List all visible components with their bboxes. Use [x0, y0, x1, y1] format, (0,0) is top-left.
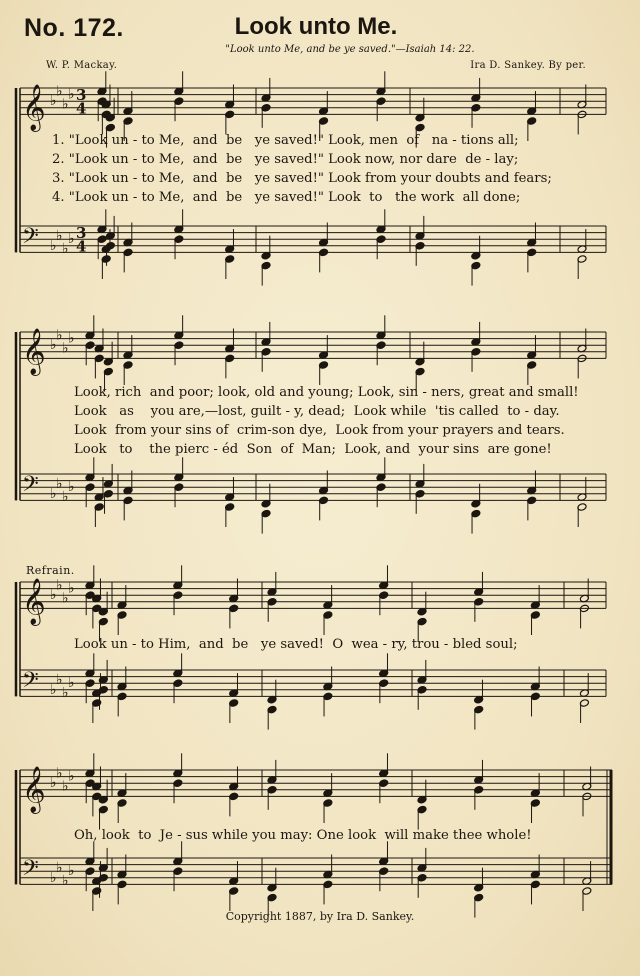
- flat-sign: ♭: [56, 227, 63, 244]
- flat-sign: ♭: [62, 96, 69, 113]
- time-signature: 4: [76, 99, 87, 118]
- flat-sign: ♭: [62, 778, 69, 795]
- hymn-number: No. 172.: [24, 14, 124, 42]
- flat-sign: ♭: [50, 93, 57, 110]
- verse-1-line-1: 1. "Look un - to Me, and be ye saved!" Look, men of na - tions all;: [52, 133, 519, 148]
- treble-clef: 𝄞: [22, 578, 46, 625]
- flat-sign: ♭: [62, 489, 69, 506]
- flat-sign: ♭: [56, 577, 63, 594]
- flat-sign: ♭: [56, 859, 63, 876]
- flat-sign: ♭: [50, 869, 57, 886]
- bass-clef: 𝄢: [22, 223, 39, 254]
- flat-sign: ♭: [68, 330, 75, 347]
- flat-sign: ♭: [68, 863, 75, 880]
- flat-sign: ♭: [68, 479, 75, 496]
- flat-sign: ♭: [68, 580, 75, 597]
- flat-sign: ♭: [56, 327, 63, 344]
- flat-sign: ♭: [62, 590, 69, 607]
- flat-sign: ♭: [50, 237, 57, 254]
- flat-sign: ♭: [50, 485, 57, 502]
- flat-sign: ♭: [62, 873, 69, 890]
- flat-sign: ♭: [56, 671, 63, 688]
- treble-clef: 𝄞: [22, 84, 46, 131]
- verse-3-line-1: 3. "Look un - to Me, and be ye saved!" Look from your doubts and fears;: [52, 171, 552, 186]
- verse-3-line-2: Look from your sins of crim-son dye, Look from your prayers and tears.: [74, 423, 565, 438]
- composer-credit: Ira D. Sankey. By per.: [470, 60, 586, 71]
- flat-sign: ♭: [62, 241, 69, 258]
- flat-sign: ♭: [56, 765, 63, 782]
- flat-sign: ♭: [68, 86, 75, 103]
- refrain-line-1: Look un - to Him, and be ye saved! O wea - ry, trou - bled soul;: [74, 637, 518, 652]
- flat-sign: ♭: [68, 768, 75, 785]
- verse-4-line-2: Look to the pierc - éd Son of Man; Look, and your sins are gone!: [74, 442, 552, 457]
- flat-sign: ♭: [62, 685, 69, 702]
- scripture-reference: "Look unto Me, and be ye saved."—Isaiah 14: 22.: [225, 44, 475, 55]
- time-signature: 3: [76, 224, 87, 243]
- copyright-notice: Copyright 1887, by Ira D. Sankey.: [225, 910, 415, 923]
- treble-clef: 𝄞: [22, 328, 46, 375]
- treble-clef: 𝄞: [22, 766, 46, 813]
- flat-sign: ♭: [56, 475, 63, 492]
- bass-clef: 𝄢: [22, 471, 39, 502]
- flat-sign: ♭: [50, 337, 57, 354]
- flat-sign: ♭: [50, 681, 57, 698]
- time-signature: 4: [76, 237, 87, 256]
- verse-4-line-1: 4. "Look un - to Me, and be ye saved!" Look to the work all done;: [52, 190, 521, 205]
- verse-2-line-2: Look as you are,—lost, guilt - y, dead; Look while 'tis called to - day.: [74, 404, 560, 419]
- hymn-title: Look unto Me.: [234, 13, 398, 40]
- flat-sign: ♭: [50, 775, 57, 792]
- flat-sign: ♭: [68, 231, 75, 248]
- refrain-line-2: Oh, look to Je - sus while you may: One look will make thee whole!: [74, 828, 532, 843]
- time-signature: 3: [76, 86, 87, 105]
- refrain-label: Refrain.: [26, 564, 75, 577]
- flat-sign: ♭: [50, 587, 57, 604]
- bass-clef: 𝄢: [22, 667, 39, 698]
- flat-sign: ♭: [62, 340, 69, 357]
- verse-1-line-2: Look, rich and poor; look, old and young; Look, sin - ners, great and small!: [74, 385, 579, 400]
- flat-sign: ♭: [56, 83, 63, 100]
- flat-sign: ♭: [68, 675, 75, 692]
- bass-clef: 𝄢: [22, 855, 39, 886]
- author-credit: W. P. Mackay.: [46, 60, 118, 71]
- verse-2-line-1: 2. "Look un - to Me, and be ye saved!" Look now, nor dare de - lay;: [52, 152, 519, 167]
